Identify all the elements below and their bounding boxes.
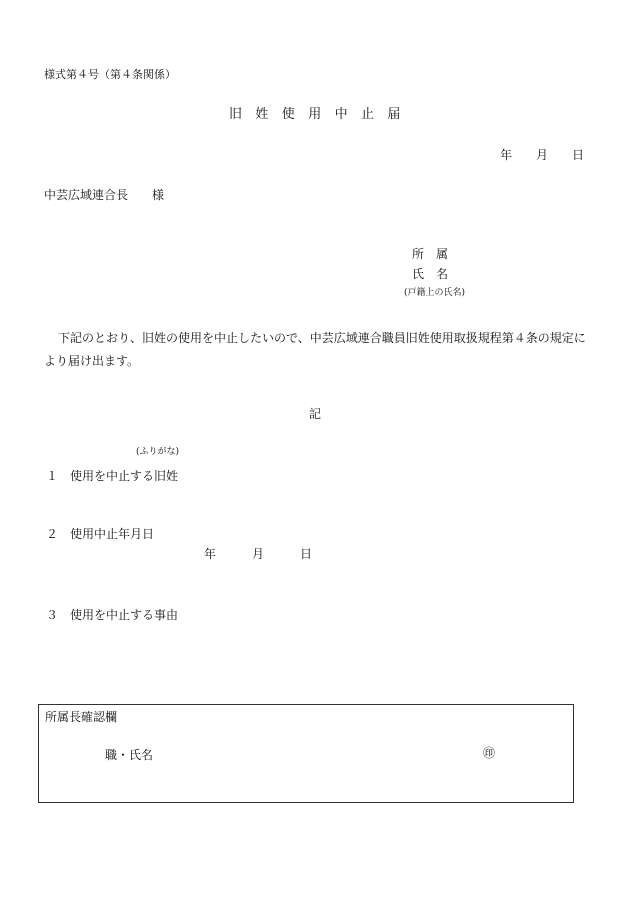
affiliation-label: 所 属	[412, 247, 449, 261]
item-2-discontinuation-date: ２ 使用中止年月日	[46, 527, 155, 541]
ki-heading: 記	[309, 407, 322, 421]
addressee: 中芸広域連合長 様	[44, 188, 165, 202]
discontinuation-date-line: 年 月 日	[204, 547, 313, 561]
document-title: 旧 姓 使 用 中 止 届	[229, 107, 401, 122]
name-label: 氏 名	[412, 267, 449, 281]
confirmation-box-title: 所属長確認欄	[45, 710, 118, 724]
position-name-label: 職・氏名	[105, 748, 154, 762]
body-text: 下記のとおり、旧姓の使用を中止したいので、中芸広域連合職員旧姓使用取扱規程第４条の規定により届け出ます。	[44, 331, 586, 368]
supervisor-confirmation-box	[38, 704, 574, 803]
item-3-reason: ３ 使用を中止する事由	[46, 608, 179, 622]
form-number: 様式第４号（第４条関係）	[44, 68, 176, 81]
seal-mark: ㊞	[483, 746, 496, 760]
submission-date-line: 年 月 日	[500, 148, 585, 162]
family-register-note: (戸籍上の氏名)	[404, 288, 466, 298]
furigana-note: (ふりがな)	[136, 447, 180, 457]
item-1-former-surname: １ 使用を中止する旧姓	[46, 469, 179, 483]
